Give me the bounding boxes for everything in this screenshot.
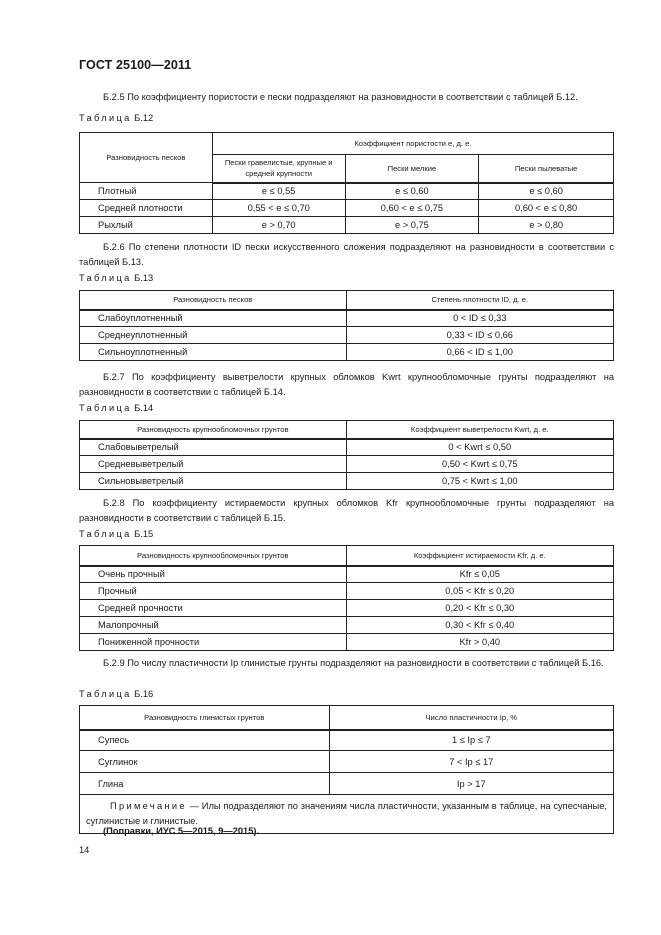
- table-b13-caption: Таблица Б.13: [79, 273, 154, 283]
- table-row: Слабовыветрелый 0 < Kwrt ≤ 0,50: [80, 439, 614, 456]
- table-row: Пониженной прочности Kfr > 0,40: [80, 634, 614, 651]
- table-b15-caption: Таблица Б.15: [79, 529, 154, 539]
- table-b16-caption: Таблица Б.16: [79, 689, 154, 699]
- paragraph-b-2-8: Б.2.8 По коэффициенту истираемости крупных обломков Kfr крупнообломочные грунты подразделяют на разновидности в соответствии с таблицей Б.15.: [79, 498, 614, 523]
- table-b14-header-kind: Разновидность крупнообломочных грунтов: [80, 421, 347, 439]
- corrections-note: (Поправки, ИУС 5—2015, 9—2015).: [103, 826, 260, 836]
- table-b14: [79, 420, 614, 490]
- table-row: Малопрочный 0,30 < Kfr ≤ 0,40: [80, 617, 614, 634]
- table-row: Средней плотности 0,55 < e ≤ 0,70 0,60 < e ≤ 0,75 0,60 < e ≤ 0,80: [80, 200, 614, 217]
- table-b12-caption: Таблица Б.12: [79, 113, 154, 123]
- paragraph-b-2-9: Б.2.9 По числу пластичности Ip глинистые грунты подразделяют на разновидности в соответствии с таблицей Б.16.: [103, 658, 604, 668]
- table-b12-header-col2: Пески мелкие: [345, 155, 479, 183]
- note-text: — Илы подразделяют по значениям числа пластичности, указанным в таблице, на супесчаные, суглинистые и глинистые.: [86, 801, 607, 826]
- paragraph-b-2-6: Б.2.6 По степени плотности ID пески искусственного сложения подразделяют на разновидности в соответствии с таблицей Б.13.: [79, 242, 614, 267]
- table-b12-header-coef: Коэффициент пористости e, д. е.: [212, 133, 613, 155]
- table-b15-header-kind: Разновидность крупнообломочных грунтов: [80, 546, 347, 566]
- table-b12-header-col3: Пески пылеватые: [479, 155, 614, 183]
- table-b12: [79, 132, 614, 234]
- page-number: 14: [79, 845, 90, 855]
- table-row: Среднеуплотненный 0,33 < ID ≤ 0,66: [80, 327, 614, 344]
- table-row: Слабоуплотненный 0 < ID ≤ 0,33: [80, 310, 614, 327]
- table-b16-header-kind: Разновидность глинистых грунтов: [80, 706, 330, 730]
- table-b14-header-val: Коэффициент выветрелости Kwrt, д. е.: [346, 421, 613, 439]
- note-label: Примечание: [110, 801, 187, 811]
- table-b15-header-val: Коэффициент истираемости Kfr, д. е.: [346, 546, 613, 566]
- table-row: Сильноуплотненный 0,66 < ID ≤ 1,00: [80, 344, 614, 361]
- table-row: Плотный e ≤ 0,55 e ≤ 0,60 e ≤ 0,60: [80, 183, 614, 200]
- table-b16-header-val: Число пластичности Ip, %: [329, 706, 613, 730]
- table-b15: [79, 545, 614, 651]
- table-b13-header-kind: Разновидность песков: [80, 291, 347, 310]
- table-b12-header-col1: Пески гравелистые, крупные и средней крупности: [212, 155, 345, 183]
- table-row: Глина Ip > 17: [80, 773, 614, 795]
- table-row: Сильновыветрелый 0,75 < Kwrt ≤ 1,00: [80, 473, 614, 490]
- document-title: ГОСТ 25100—2011: [79, 58, 192, 72]
- table-b14-caption: Таблица Б.14: [79, 403, 154, 413]
- table-row: Супесь 1 ≤ Ip ≤ 7: [80, 730, 614, 751]
- paragraph-b-2-7: Б.2.7 По коэффициенту выветрелости крупных обломков Kwrt крупнообломочные грунты подразделяют на разновидности в соответствии с таблицей Б.14.: [79, 372, 614, 397]
- table-row: Средней прочности 0,20 < Kfr ≤ 0,30: [80, 600, 614, 617]
- table-b16: [79, 705, 614, 834]
- table-b13-header-val: Степень плотности ID, д. е.: [346, 291, 613, 310]
- table-row: Рыхлый e > 0,70 e > 0,75 e > 0,80: [80, 217, 614, 234]
- table-row: Средневыветрелый 0,50 < Kwrt ≤ 0,75: [80, 456, 614, 473]
- paragraph-b-2-5: Б.2.5 По коэффициенту пористости e пески подразделяют на разновидности в соответствии с таблицей Б.12.: [103, 92, 578, 102]
- table-b12-header-kind: Разновидность песков: [80, 133, 213, 183]
- table-row: Суглинок 7 < Ip ≤ 17: [80, 751, 614, 773]
- table-b13: [79, 290, 614, 361]
- table-row: Прочный 0,05 < Kfr ≤ 0,20: [80, 583, 614, 600]
- table-row: Очень прочный Kfr ≤ 0,05: [80, 566, 614, 583]
